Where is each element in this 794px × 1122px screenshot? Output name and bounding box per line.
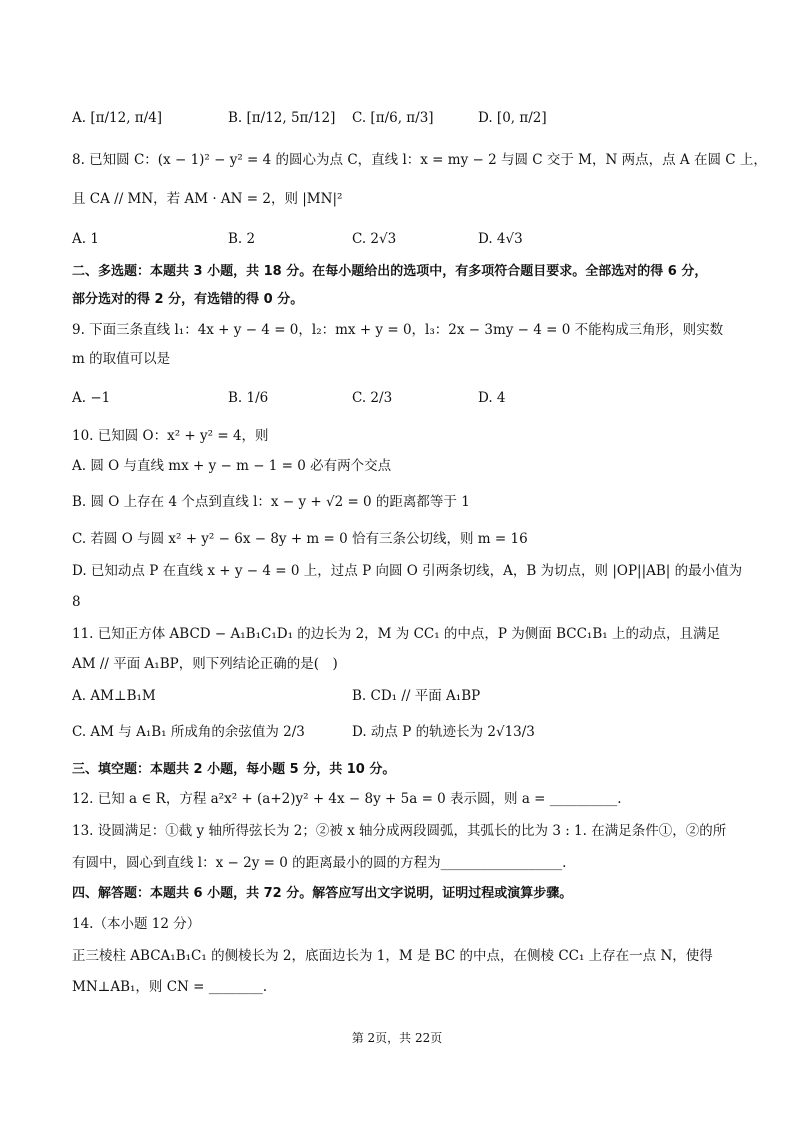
- page-footer: 第 2页，共 22页: [351, 1031, 443, 1045]
- q14-stem-line1: 正三棱柱 ABCA₁B₁C₁ 的侧棱长为 2，底面边长为 1，M 是 BC 的中点，在侧棱 CC₁ 上存在一点 N，使得: [72, 948, 713, 964]
- section2-heading-line1: 二、多选题：本题共 3 小题，共 18 分。在每小题给出的选项中，有多项符合题目要求。全部选对的得 6 分，: [72, 264, 708, 279]
- q7-option-b: B. [π/12, 5π/12]: [228, 110, 336, 126]
- q7-option-c: C. [π/6, π/3]: [352, 110, 434, 126]
- q10-option-b: B. 圆 O 上存在 4 个点到直线 l：x − y + √2 = 0 的距离都等于 1: [72, 494, 470, 510]
- q8-option-b: B. 2: [228, 231, 256, 247]
- q10-option-d-line2: 8: [72, 594, 81, 610]
- q13-stem-line2: 有圆中，圆心到直线 l：x − 2y = 0 的距离最小的圆的方程为__________________.: [72, 855, 567, 871]
- q13-stem-line1: 13. 设圆满足：①截 y 轴所得弦长为 2；②被 x 轴分成两段圆弧，其弧长的比为 3 : 1. 在满足条件①，②的所: [72, 823, 727, 839]
- q9-option-b: B. 1/6: [228, 390, 269, 406]
- q9-option-d: D. 4: [478, 390, 506, 406]
- section4-heading: 四、解答题：本题共 6 小题，共 72 分。解答应写出文字说明，证明过程或演算步骤。: [72, 886, 573, 901]
- q11-option-b: B. CD₁ // 平面 A₁BP: [352, 688, 481, 704]
- section2-heading-line2: 部分选对的得 2 分，有选错的得 0 分。: [72, 292, 304, 307]
- q12-stem: 12. 已知 a ∈ R，方程 a²x² + (a+2)y² + 4x − 8y + 5a = 0 表示圆，则 a = __________.: [72, 791, 622, 807]
- q10-option-d-line1: D. 已知动点 P 在直线 x + y − 4 = 0 上，过点 P 向圆 O 引两条切线，A，B 为切点，则 |OP||AB| 的最小值为: [72, 563, 743, 579]
- q7-option-d: D. [0, π/2]: [478, 110, 547, 126]
- q8-stem-line1: 8. 已知圆 C：(x − 1)² − y² = 4 的圆心为点 C，直线 l：x = my − 2 与圆 C 交于 M，N 两点，点 A 在圆 C 上，: [72, 152, 767, 168]
- q10-option-a: A. 圆 O 与直线 mx + y − m − 1 = 0 必有两个交点: [72, 458, 392, 474]
- q14-stem-line2: MN⊥AB₁，则 CN = ________.: [72, 979, 268, 995]
- q9-option-c: C. 2/3: [352, 390, 393, 406]
- q11-stem-line2: AM // 平面 A₁BP，则下列结论正确的是( ): [72, 656, 338, 672]
- q11-option-d: D. 动点 P 的轨迹长为 2√13/3: [352, 724, 535, 740]
- q11-stem-line1: 11. 已知正方体 ABCD − A₁B₁C₁D₁ 的边长为 2，M 为 CC₁ 的中点，P 为侧面 BCC₁B₁ 上的动点，且满足: [72, 626, 720, 642]
- q11-option-c: C. AM 与 A₁B₁ 所成角的余弦值为 2/3: [72, 724, 305, 740]
- q8-option-d: D. 4√3: [478, 231, 523, 247]
- q9-stem-line1: 9. 下面三条直线 l₁：4x + y − 4 = 0，l₂：mx + y = 0，l₃：2x − 3my − 4 = 0 不能构成三角形，则实数: [72, 322, 724, 338]
- q10-stem: 10. 已知圆 O：x² + y² = 4，则: [72, 428, 269, 444]
- q9-option-a: A. −1: [72, 390, 111, 406]
- q7-option-a: A. [π/12, π/4]: [72, 110, 163, 126]
- q8-option-a: A. 1: [72, 231, 99, 247]
- q8-stem-line2: 且 CA // MN，若 AM · AN = 2，则 |MN|²: [72, 191, 343, 207]
- q14-header: 14.（本小题 12 分）: [72, 916, 201, 932]
- q10-option-c: C. 若圆 O 与圆 x² + y² − 6x − 8y + m = 0 恰有三条公切线，则 m = 16: [72, 531, 528, 547]
- section3-heading: 三、填空题：本题共 2 小题，每小题 5 分，共 10 分。: [72, 762, 396, 777]
- q8-option-c: C. 2√3: [352, 231, 397, 247]
- q11-option-a: A. AM⊥B₁M: [72, 688, 156, 704]
- q9-stem-line2: m 的取值可以是: [72, 351, 171, 367]
